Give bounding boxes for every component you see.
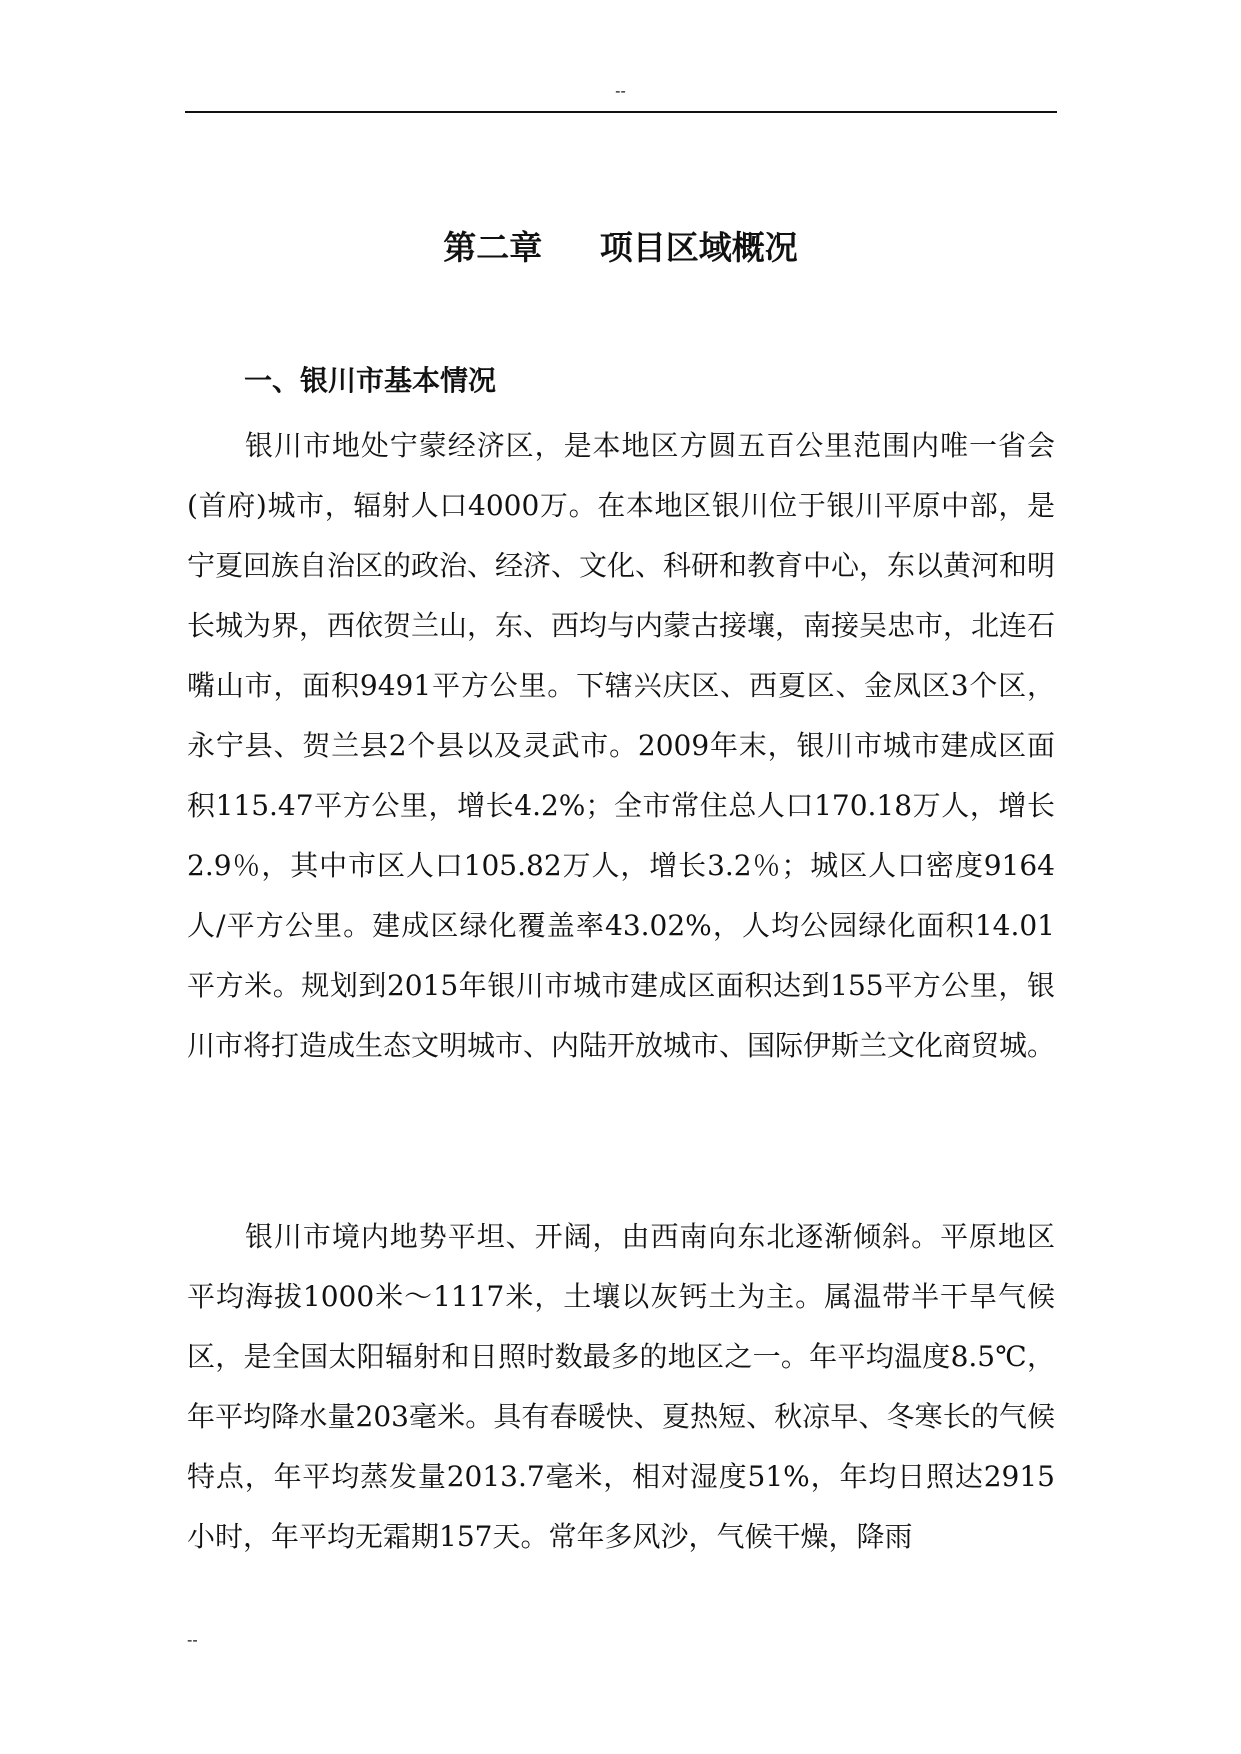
chapter-title: 第二章 项目区域概况	[443, 228, 798, 267]
section-heading: 一、银川市基本情况	[244, 364, 497, 397]
body-paragraph: 银川市地处宁蒙经济区，是本地区方圆五百公里范围内唯一省会(首府)城市，辐射人口4000万。在本地区银川位于银川平原中部，是宁夏回族自治区的政治、经济、文化、科研和教育中心，东以黄河和明长城为界，西依贺兰山，东、西均与内蒙古接壤，南接吴忠市，北连石嘴山市，面积9491平方公里。下辖兴庆区、西夏区、金凤区3个区，永宁县、贺兰县2个县以及灵武市。2009年末，银川市城市建成区面积115.47平方公里，增长4.2%；全市常住总人口170.18万人，增长2.9％，其中市区人口105.82万人，增长3.2％；城区人口密度9164人/平方公里。建成区绿化覆盖率43.02%，人均公园绿化面积14.01平方米。规划到2015年银川市城市建成区面积达到155平方公里，银川市将打造成生态文明城市、内陆开放城市、国际伊斯兰文化商贸城。	[187, 429, 1056, 1062]
page-header-mark: --	[615, 83, 626, 100]
body-paragraph: 银川市境内地势平坦、开阔，由西南向东北逐渐倾斜。平原地区平均海拔1000米～1117米，土壤以灰钙土为主。属温带半干旱气候区，是全国太阳辐射和日照时数最多的地区之一。年平均温度8.5℃，年平均降水量203毫米。具有春暖快、夏热短、秋凉早、冬寒长的气候特点，年平均蒸发量2013.7毫米，相对湿度51%，年均日照达2915小时，年平均无霜期157天。常年多风沙，气候干燥，降雨	[187, 1220, 1055, 1553]
header-rule	[185, 111, 1057, 113]
page-footer-mark: --	[187, 1632, 198, 1649]
